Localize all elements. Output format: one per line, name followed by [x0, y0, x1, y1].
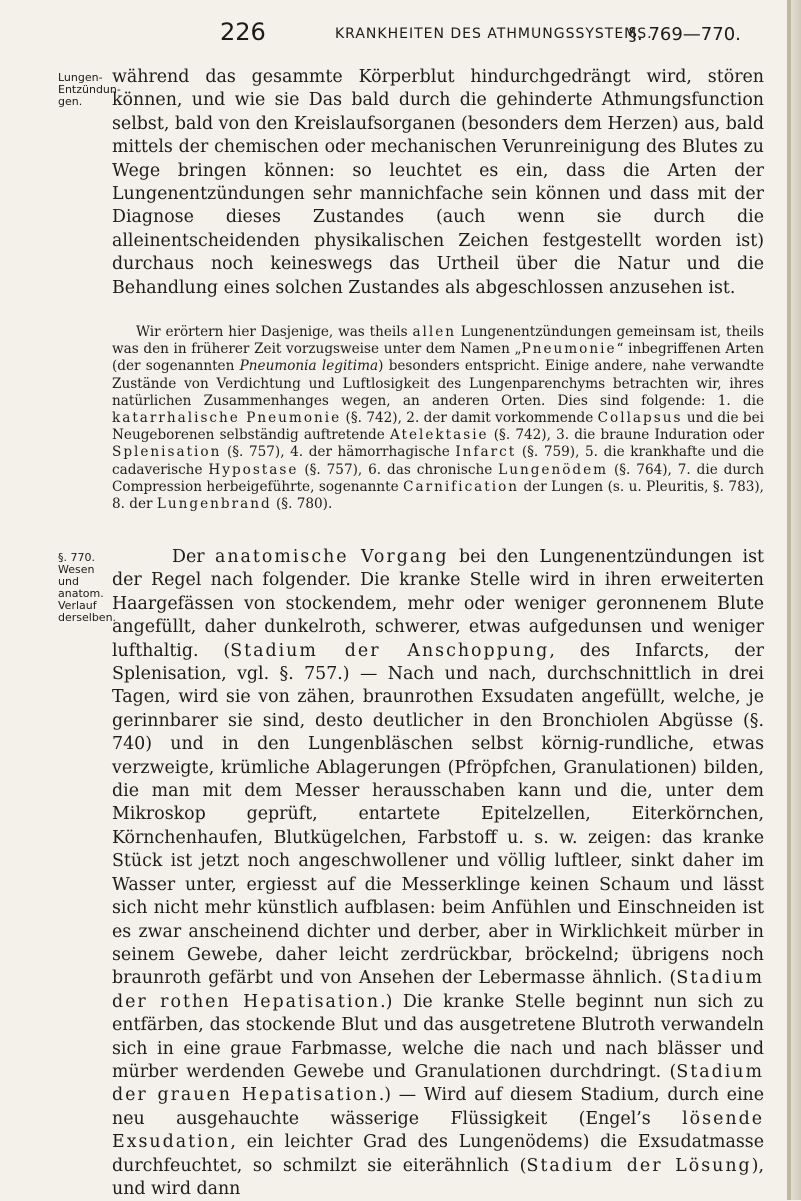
spaced-term: Stadium der Anschoppung — [230, 640, 550, 661]
page-header — [60, 18, 760, 58]
text-run: .) — Wird auf diesem Stadium, durch eine neu ausgehauchte wässerige Flüssigkeit (Engel’s — [112, 1085, 764, 1129]
paragraph-small-print — [112, 324, 764, 513]
margin-note-line: anatom. — [58, 587, 104, 600]
margin-note-lungenentzuendungen — [58, 71, 121, 108]
text-run: (§. 759), 5. die krankhafte und die cadaverische — [112, 444, 764, 478]
spaced-term: Infarct — [455, 444, 517, 461]
text-run: , des Infarcts, der Splenisation, vgl. §. 757.) — Nach und nach, durchschnittlich in drei Tagen, wird sie von zähen, braunrothen Exsudaten angefüllt, welche, je gerinnbarer sie sind, desto deutlicher in den Bronchiolen Abgüsse (§. 740) und in den Lungenbläschen selbst körnig-rundliche, etwas verzweigte, krümliche Ablagerungen (Pfröpfchen, Granulationen) bilden, die man mit dem Messer herausschaben kann und die, unter dem Mikroskop geprüft, entartete Epitelzellen, Eiterkörnchen, Körnchenhaufen, Blutkügelchen, Farbstoff u. s. w. zeigen: das kranke Stück ist jetzt noch angeschwollener und völlig luftleer, sinkt daher im Wasser unter, ergiesst auf die Messerklinge keinen Schaum und lässt sich nicht mehr künstlich aufblasen: beim Anfühlen und Einschneiden ist es zwar anscheinend dichter und derber, aber in Wirklichkeit mürber in seinem Gewebe, daher leicht zerdrückbar, bröckelnd; übrigens noch braunroth gefärbt und von Ansehen der Lebermasse ähnlich. ( — [112, 640, 764, 989]
spaced-term: allen — [412, 324, 457, 340]
margin-note-line: Verlauf — [58, 599, 97, 612]
spaced-term: Lungenödem — [498, 461, 609, 478]
text-run: (§. 780). — [271, 496, 333, 513]
spaced-term: Collapsus — [597, 410, 683, 427]
spaced-term: Splenisation — [112, 444, 222, 461]
spaced-term: katarrhalische Pneumonie — [112, 410, 342, 427]
italic-term: Pneumonia legitima — [239, 358, 379, 375]
section-range: §. 769—770. — [628, 24, 741, 45]
margin-note-section-770 — [58, 552, 118, 624]
spaced-term: Stadium der rothen Hepatisation — [112, 968, 764, 1012]
text-run: (§. 742), 3. die braune Induration oder — [488, 427, 764, 444]
text-run: Wir erörtern hier Dasjenige, was theils — [136, 324, 413, 340]
text-run: , ein leichter Grad des Lungenödems) die Exsudatmasse durchfeuchtet, so schmilzt sie eiterähnlich ( — [112, 1132, 764, 1176]
paragraph-small-print-block — [112, 324, 764, 513]
paragraph-intro: während das gesammte Körperblut hindurchgedrängt wird, stören können, und wie sie Das bald durch die gehinderte Athmungsfunction selbst, bald von den Kreislaufsorganen (besonders dem Herzen) aus, bald mittels der chemischen oder mechanischen Verunreinigung des Blutes zu Wege bringen können: so leuchtet es ein, dass die Arten der Lungenentzündungen sehr mannichfache sein können und dass mit der Diagnose dieses Zustandes (auch wenn sie durch die alleinentscheidenden physikalischen Zeichen festgestellt worden ist) durchaus noch keineswegs das Urtheil über die Natur und die Behandlung eines solchen Zustandes als abgeschlossen anzusehen ist. — [112, 67, 764, 298]
text-run: Der — [172, 547, 215, 567]
spaced-term: Pneumonie — [521, 341, 617, 358]
spaced-term: Stadium der Lösung — [526, 1155, 752, 1176]
spaced-term: Lungenbrand — [156, 496, 272, 513]
spaced-term: Atelektasie — [389, 427, 489, 444]
margin-note-line: Lungen- — [58, 71, 103, 84]
spaced-term: lösende Exsudation — [112, 1108, 764, 1153]
text-run: “ inbegriffenen Arten (der sogenannten — [112, 341, 764, 375]
text-run: ), und wird dann — [112, 1155, 764, 1199]
text-run: .) Die kranke Stelle beginnt nun sich zu entfärben, das stockende Blut und das ausgetretene Blutroth verwandeln sich in eine graue Farbmasse, welche die nach und nach blässer und mürber werdenden Gewebe und Granulationen durchdringt. ( — [112, 991, 764, 1082]
spaced-term: Carnification — [403, 478, 520, 495]
margin-note-line: gen. — [58, 95, 83, 108]
margin-note-line: Entzündun- — [58, 83, 121, 96]
paragraph-anatomy — [112, 546, 764, 1201]
margin-note-line: §. 770. — [58, 551, 95, 564]
text-run: (§. 757), 4. der hämorrhagische — [221, 444, 456, 461]
text-run: Lungenentzündungen gemeinsam ist, theils was den in früherer Zeit vorzugsweise unter dem Namen „ — [112, 324, 764, 358]
spaced-term: anatomische Vorgang — [214, 547, 449, 567]
page-number: 226 — [220, 18, 266, 46]
text-run: (§. 757), 6. das chronische — [298, 461, 499, 478]
running-title: KRANKHEITEN DES ATHMUNGSSYSTEMS. — [335, 26, 653, 42]
page-edge-line — [787, 0, 791, 1200]
margin-note-line: Wesen und — [58, 563, 95, 588]
spaced-term: Stadium der grauen Hepatisation — [112, 1061, 764, 1106]
text-run: ) besonders entspricht. Einige andere, nahe verwandte Zustände von Verdichtung und Luftlosigkeit des Lungenparenchyms betrachten wir, ihres natürlichen Zusammenhanges wegen, an anderen Orten. Dies sind folgende: 1. die — [112, 358, 764, 409]
text-run: und die bei Neugeborenen selbständig auftretende — [112, 410, 764, 444]
text-run: der Lungen (s. u. Pleuritis, §. 783), 8. der — [112, 478, 764, 513]
paragraph-intro-block — [112, 66, 764, 300]
text-run: bei den Lungenentzündungen ist der Regel nach folgender. Die kranke Stelle wird in ihren erweiterten Haargefässen von stockendem, mehr oder weniger geronnenem Blute angefüllt, daher dunkelroth, schwerer, etwas aufgedunsen und weniger lufthaltig. ( — [112, 547, 764, 661]
spaced-term: Hypostase — [208, 461, 299, 478]
text-run: (§. 742), 2. der damit vorkommende — [341, 410, 598, 427]
text-run: (§. 764), 7. die durch Compression herbeigeführte, sogenannte — [112, 461, 764, 495]
margin-note-line: derselben. — [58, 611, 117, 624]
paragraph-anatomy-block — [112, 546, 764, 1201]
